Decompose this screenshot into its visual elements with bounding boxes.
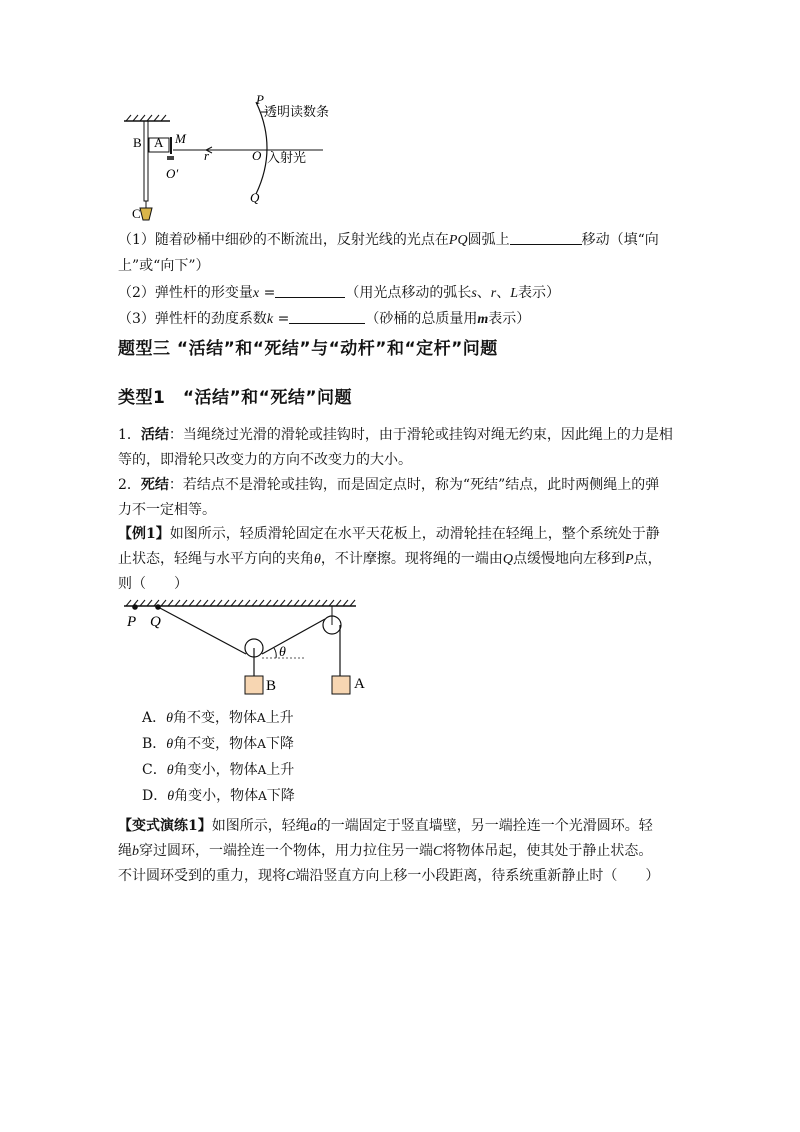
example-1-line3: 则（ ） — [118, 576, 188, 592]
example-1-line1: 【例1】如图所示，轻质滑轮固定在水平天花板上，动滑轮挂在轻绳上，整个系统处于静 — [118, 526, 660, 542]
fig1-label-B: B — [133, 135, 142, 150]
definition-2-line2: 力不一定相等。 — [118, 502, 216, 518]
fig1-label-C: C — [132, 206, 141, 221]
section-heading: 题型三 “活结”和“死结”与“动杆”和“定杆”问题 — [118, 339, 498, 359]
option-d[interactable]: D．θ角变小，物体A下降 — [142, 788, 295, 804]
answer-blank-3[interactable] — [289, 309, 365, 324]
fig1-label-O: O — [252, 148, 262, 163]
fig2-label-P: P — [127, 614, 137, 630]
variation-1-line1: 【变式演练1】如图所示，轻绳a的一端固定于竖直墙壁，另一端拴连一个光滑圆环。轻 — [118, 818, 653, 834]
figure-pulley-system — [118, 596, 378, 698]
q1-part2: （2）弹性杆的形变量x = （用光点移动的弧长s、r、L表示） — [118, 285, 561, 301]
fig1-label-incident: 入射光 — [267, 150, 307, 165]
definition-1-line2: 等的，即滑轮只改变力的方向不改变力的大小。 — [118, 452, 412, 468]
type-heading: 类型1 “活结”和“死结”问题 — [118, 388, 353, 408]
q1-part3: （3）弹性杆的劲度系数k = （砂桶的总质量用m表示） — [118, 311, 531, 327]
fig1-label-A: A — [154, 135, 164, 150]
option-a[interactable]: A．θ角不变，物体A上升 — [142, 710, 294, 726]
fig1-label-P: P — [256, 92, 264, 107]
fig1-label-Oprime: O′ — [166, 166, 179, 181]
definition-1: 1．活结：当绳绕过光滑的滑轮或挂钩时，由于滑轮或挂钩对绳无约束，因此绳上的力是相 — [118, 427, 673, 443]
option-b[interactable]: B．θ角不变，物体A下降 — [142, 736, 294, 752]
q1-part1-line2: 上”或“向下”） — [118, 258, 210, 274]
fig2-label-theta: θ — [279, 645, 286, 660]
q1-part1: （1）随着砂桶中细砂的不断流出，反射光线的光点在PQ圆弧上 移动（填“向 — [118, 232, 659, 248]
example-1-line2: 止状态，轻绳与水平方向的夹角θ，不计摩擦。现将绳的一端由Q点缓慢地向左移到P点， — [118, 551, 662, 567]
variation-1-line3: 不计圆环受到的重力，现将C端沿竖直方向上移一小段距离，待系统重新静止时（ ） — [118, 868, 660, 884]
fig1-label-strip: 透明读数条 — [264, 104, 330, 119]
fig2-label-Q: Q — [150, 614, 161, 630]
answer-blank-2[interactable] — [275, 283, 345, 298]
fig1-label-M: M — [175, 131, 186, 146]
option-c[interactable]: C．θ角变小，物体A上升 — [142, 762, 295, 778]
fig2-label-A: A — [354, 676, 365, 692]
answer-blank-1[interactable] — [510, 230, 582, 245]
variation-1-line2: 绳b穿过圆环，一端拴连一个物体，用力拉住另一端C将物体吊起，使其处于静止状态。 — [118, 843, 653, 859]
fig1-label-r: r — [204, 148, 210, 163]
definition-2: 2．死结：若结点不是滑轮或挂钩，而是固定点时，称为“死结”结点，此时两侧绳上的弹 — [118, 477, 660, 493]
fig1-label-Q: Q — [250, 190, 260, 205]
fig2-label-B: B — [266, 678, 277, 694]
figure-optical-lever — [118, 90, 358, 225]
